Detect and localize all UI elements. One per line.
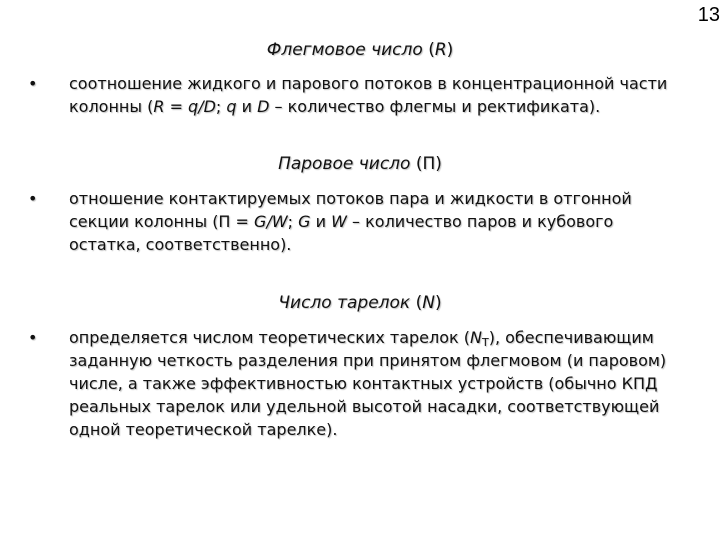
bullet-text	[69, 187, 688, 256]
text-fragment: и	[236, 97, 258, 116]
text-fragment: колонны (	[69, 97, 154, 116]
heading-symbol: П	[422, 154, 436, 174]
text-line	[69, 95, 688, 118]
heading-tray-count	[0, 293, 720, 313]
heading-symbol: R	[434, 40, 447, 60]
text-line	[69, 210, 688, 233]
text-fragment: секции колонны (П =	[69, 212, 255, 231]
text-fragment: – количество паров и кубового	[346, 212, 614, 231]
heading-paren-open: (	[410, 154, 423, 174]
text-line: заданную четкость разделения при принятом флегмовом (и паровом)	[69, 351, 667, 370]
symbol-w: W	[331, 212, 347, 231]
bullet-reflux-ratio	[28, 72, 688, 118]
text-fragment: ;	[287, 212, 299, 231]
text-line: числе, а также эффективностью контактных устройств (обычно КПД	[69, 374, 658, 393]
text-line: остатка, соответственно).	[69, 235, 292, 254]
symbol-d: D	[257, 97, 270, 116]
symbol-n: N	[470, 328, 482, 347]
heading-text: Флегмовое число	[266, 40, 423, 60]
text-line: одной теоретической тарелке).	[69, 420, 338, 439]
heading-text: Паровое число	[278, 154, 411, 174]
text-fragment: определяется числом теоретических тарелок (	[69, 328, 471, 347]
heading-reflux-ratio	[0, 40, 720, 60]
heading-paren-open: (	[410, 293, 423, 313]
heading-paren-close: )	[434, 293, 442, 313]
bullet-tray-count	[28, 326, 688, 441]
formula: G/W	[254, 212, 288, 231]
text-line: отношение контактируемых потоков пара и жидкости в отгонной	[69, 189, 632, 208]
subscript-t: T	[481, 336, 489, 349]
text-fragment: ;	[215, 97, 227, 116]
heading-paren-open: (	[422, 40, 435, 60]
text-fragment: ), обеспечивающим	[488, 328, 654, 347]
heading-paren-close: )	[446, 40, 454, 60]
bullet-text	[69, 326, 688, 441]
heading-paren-close: )	[435, 154, 442, 174]
heading-vapor-ratio	[0, 154, 720, 174]
text-line: соотношение жидкого и парового потоков в концентрационной части	[69, 74, 668, 93]
text-line	[69, 326, 688, 349]
heading-text: Число тарелок	[278, 293, 411, 313]
symbol-q: q	[226, 97, 237, 116]
page-number: 13	[697, 4, 720, 26]
bullet-text	[69, 72, 688, 118]
symbol-g: G	[298, 212, 311, 231]
text-fragment: и	[310, 212, 332, 231]
text-line: реальных тарелок или удельной высотой насадки, соответствующей	[69, 397, 660, 416]
formula: R = q/D	[153, 97, 216, 116]
bullet-vapor-ratio	[28, 187, 688, 256]
bullet-marker: •	[28, 328, 38, 347]
bullet-marker: •	[28, 74, 38, 93]
text-fragment: – количество флегмы и ректификата).	[269, 97, 601, 116]
heading-symbol: N	[422, 293, 435, 313]
bullet-marker: •	[28, 189, 38, 208]
